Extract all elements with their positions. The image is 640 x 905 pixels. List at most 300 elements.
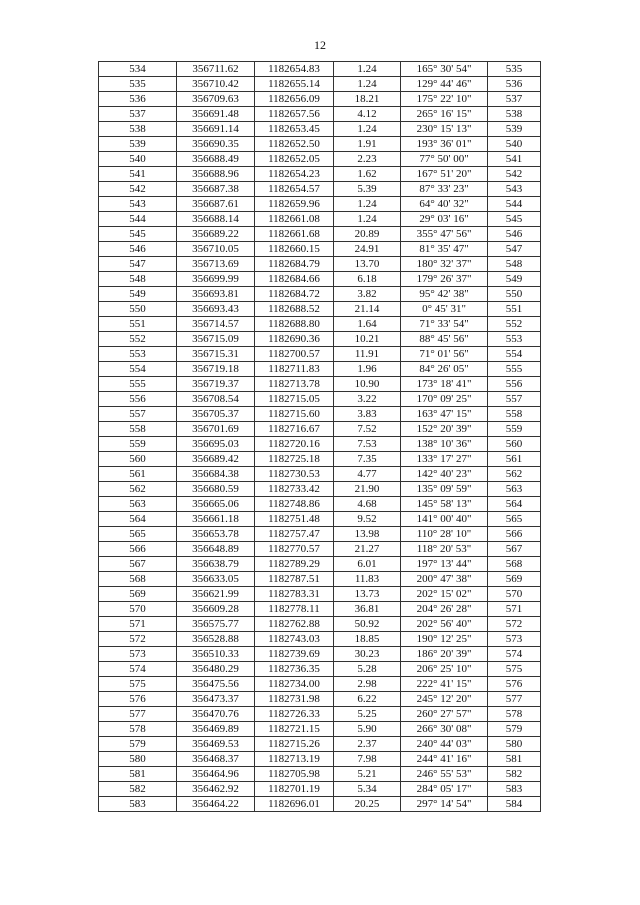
distance-cell: 21.90 <box>334 482 401 497</box>
point-number-cell: 570 <box>99 602 177 617</box>
y-coordinate-cell: 1182684.66 <box>255 272 334 287</box>
coordinates-table-body <box>99 62 541 812</box>
next-point-number-cell: 539 <box>488 122 541 137</box>
table-row <box>99 572 541 587</box>
table-row <box>99 272 541 287</box>
x-coordinate-cell: 356699.99 <box>177 272 255 287</box>
next-point-number-cell: 558 <box>488 407 541 422</box>
y-coordinate-cell: 1182733.42 <box>255 482 334 497</box>
x-coordinate-cell: 356468.37 <box>177 752 255 767</box>
point-number-cell: 571 <box>99 617 177 632</box>
direction-angle-cell: 245° 12' 20" <box>401 692 488 707</box>
coordinates-table <box>98 61 541 812</box>
y-coordinate-cell: 1182726.33 <box>255 707 334 722</box>
next-point-number-cell: 564 <box>488 497 541 512</box>
y-coordinate-cell: 1182659.96 <box>255 197 334 212</box>
next-point-number-cell: 582 <box>488 767 541 782</box>
x-coordinate-cell: 356464.22 <box>177 797 255 812</box>
distance-cell: 1.24 <box>334 212 401 227</box>
next-point-number-cell: 536 <box>488 77 541 92</box>
direction-angle-cell: 175° 22' 10" <box>401 92 488 107</box>
point-number-cell: 557 <box>99 407 177 422</box>
x-coordinate-cell: 356715.31 <box>177 347 255 362</box>
point-number-cell: 546 <box>99 242 177 257</box>
distance-cell: 5.34 <box>334 782 401 797</box>
table-row <box>99 377 541 392</box>
x-coordinate-cell: 356691.48 <box>177 107 255 122</box>
next-point-number-cell: 581 <box>488 752 541 767</box>
table-row <box>99 167 541 182</box>
y-coordinate-cell: 1182652.05 <box>255 152 334 167</box>
y-coordinate-cell: 1182716.67 <box>255 422 334 437</box>
direction-angle-cell: 170° 09' 25" <box>401 392 488 407</box>
table-row <box>99 767 541 782</box>
table-row <box>99 647 541 662</box>
point-number-cell: 540 <box>99 152 177 167</box>
x-coordinate-cell: 356469.89 <box>177 722 255 737</box>
distance-cell: 6.01 <box>334 557 401 572</box>
point-number-cell: 581 <box>99 767 177 782</box>
table-row <box>99 617 541 632</box>
next-point-number-cell: 571 <box>488 602 541 617</box>
x-coordinate-cell: 356621.99 <box>177 587 255 602</box>
table-row <box>99 512 541 527</box>
distance-cell: 10.90 <box>334 377 401 392</box>
next-point-number-cell: 544 <box>488 197 541 212</box>
next-point-number-cell: 557 <box>488 392 541 407</box>
point-number-cell: 559 <box>99 437 177 452</box>
distance-cell: 4.77 <box>334 467 401 482</box>
table-row <box>99 707 541 722</box>
distance-cell: 1.96 <box>334 362 401 377</box>
distance-cell: 20.25 <box>334 797 401 812</box>
x-coordinate-cell: 356638.79 <box>177 557 255 572</box>
y-coordinate-cell: 1182721.15 <box>255 722 334 737</box>
y-coordinate-cell: 1182713.19 <box>255 752 334 767</box>
table-row <box>99 197 541 212</box>
y-coordinate-cell: 1182656.09 <box>255 92 334 107</box>
x-coordinate-cell: 356689.42 <box>177 452 255 467</box>
direction-angle-cell: 240° 44' 03" <box>401 737 488 752</box>
table-row <box>99 542 541 557</box>
distance-cell: 13.98 <box>334 527 401 542</box>
direction-angle-cell: 179° 26' 37" <box>401 272 488 287</box>
distance-cell: 5.90 <box>334 722 401 737</box>
next-point-number-cell: 584 <box>488 797 541 812</box>
point-number-cell: 563 <box>99 497 177 512</box>
next-point-number-cell: 565 <box>488 512 541 527</box>
direction-angle-cell: 165° 30' 54" <box>401 62 488 77</box>
direction-angle-cell: 260° 27' 57" <box>401 707 488 722</box>
direction-angle-cell: 284° 05' 17" <box>401 782 488 797</box>
table-row <box>99 497 541 512</box>
point-number-cell: 573 <box>99 647 177 662</box>
distance-cell: 30.23 <box>334 647 401 662</box>
distance-cell: 5.25 <box>334 707 401 722</box>
direction-angle-cell: 152° 20' 39" <box>401 422 488 437</box>
y-coordinate-cell: 1182720.16 <box>255 437 334 452</box>
point-number-cell: 574 <box>99 662 177 677</box>
y-coordinate-cell: 1182783.31 <box>255 587 334 602</box>
next-point-number-cell: 555 <box>488 362 541 377</box>
next-point-number-cell: 579 <box>488 722 541 737</box>
y-coordinate-cell: 1182789.29 <box>255 557 334 572</box>
y-coordinate-cell: 1182762.88 <box>255 617 334 632</box>
next-point-number-cell: 576 <box>488 677 541 692</box>
y-coordinate-cell: 1182653.45 <box>255 122 334 137</box>
point-number-cell: 552 <box>99 332 177 347</box>
distance-cell: 7.98 <box>334 752 401 767</box>
distance-cell: 4.12 <box>334 107 401 122</box>
distance-cell: 36.81 <box>334 602 401 617</box>
distance-cell: 1.24 <box>334 197 401 212</box>
x-coordinate-cell: 356475.56 <box>177 677 255 692</box>
direction-angle-cell: 180° 32' 37" <box>401 257 488 272</box>
x-coordinate-cell: 356528.88 <box>177 632 255 647</box>
distance-cell: 21.27 <box>334 542 401 557</box>
table-row <box>99 92 541 107</box>
next-point-number-cell: 554 <box>488 347 541 362</box>
next-point-number-cell: 551 <box>488 302 541 317</box>
y-coordinate-cell: 1182684.72 <box>255 287 334 302</box>
y-coordinate-cell: 1182751.48 <box>255 512 334 527</box>
x-coordinate-cell: 356719.18 <box>177 362 255 377</box>
point-number-cell: 543 <box>99 197 177 212</box>
direction-angle-cell: 190° 12' 25" <box>401 632 488 647</box>
direction-angle-cell: 230° 15' 13" <box>401 122 488 137</box>
x-coordinate-cell: 356653.78 <box>177 527 255 542</box>
point-number-cell: 541 <box>99 167 177 182</box>
y-coordinate-cell: 1182661.68 <box>255 227 334 242</box>
y-coordinate-cell: 1182748.86 <box>255 497 334 512</box>
distance-cell: 18.21 <box>334 92 401 107</box>
point-number-cell: 547 <box>99 257 177 272</box>
y-coordinate-cell: 1182655.14 <box>255 77 334 92</box>
x-coordinate-cell: 356680.59 <box>177 482 255 497</box>
direction-angle-cell: 197° 13' 44" <box>401 557 488 572</box>
next-point-number-cell: 570 <box>488 587 541 602</box>
point-number-cell: 566 <box>99 542 177 557</box>
y-coordinate-cell: 1182696.01 <box>255 797 334 812</box>
next-point-number-cell: 535 <box>488 62 541 77</box>
y-coordinate-cell: 1182713.78 <box>255 377 334 392</box>
next-point-number-cell: 552 <box>488 317 541 332</box>
distance-cell: 50.92 <box>334 617 401 632</box>
next-point-number-cell: 572 <box>488 617 541 632</box>
table-row <box>99 722 541 737</box>
distance-cell: 5.39 <box>334 182 401 197</box>
distance-cell: 2.37 <box>334 737 401 752</box>
point-number-cell: 551 <box>99 317 177 332</box>
next-point-number-cell: 569 <box>488 572 541 587</box>
direction-angle-cell: 71° 33' 54" <box>401 317 488 332</box>
direction-angle-cell: 77° 50' 00" <box>401 152 488 167</box>
table-row <box>99 737 541 752</box>
table-row <box>99 752 541 767</box>
direction-angle-cell: 71° 01' 56" <box>401 347 488 362</box>
direction-angle-cell: 87° 33' 23" <box>401 182 488 197</box>
y-coordinate-cell: 1182700.57 <box>255 347 334 362</box>
distance-cell: 13.73 <box>334 587 401 602</box>
next-point-number-cell: 542 <box>488 167 541 182</box>
distance-cell: 11.91 <box>334 347 401 362</box>
direction-angle-cell: 64° 40' 32" <box>401 197 488 212</box>
table-row <box>99 482 541 497</box>
point-number-cell: 578 <box>99 722 177 737</box>
direction-angle-cell: 163° 47' 15" <box>401 407 488 422</box>
y-coordinate-cell: 1182739.69 <box>255 647 334 662</box>
direction-angle-cell: 244° 41' 16" <box>401 752 488 767</box>
point-number-cell: 538 <box>99 122 177 137</box>
x-coordinate-cell: 356688.96 <box>177 167 255 182</box>
direction-angle-cell: 129° 44' 46" <box>401 77 488 92</box>
direction-angle-cell: 202° 15' 02" <box>401 587 488 602</box>
x-coordinate-cell: 356690.35 <box>177 137 255 152</box>
point-number-cell: 561 <box>99 467 177 482</box>
y-coordinate-cell: 1182688.52 <box>255 302 334 317</box>
x-coordinate-cell: 356687.61 <box>177 197 255 212</box>
x-coordinate-cell: 356469.53 <box>177 737 255 752</box>
y-coordinate-cell: 1182657.56 <box>255 107 334 122</box>
y-coordinate-cell: 1182778.11 <box>255 602 334 617</box>
next-point-number-cell: 578 <box>488 707 541 722</box>
table-row <box>99 602 541 617</box>
table-row <box>99 362 541 377</box>
distance-cell: 1.24 <box>334 122 401 137</box>
distance-cell: 13.70 <box>334 257 401 272</box>
distance-cell: 24.91 <box>334 242 401 257</box>
point-number-cell: 548 <box>99 272 177 287</box>
distance-cell: 1.24 <box>334 77 401 92</box>
direction-angle-cell: 222° 41' 15" <box>401 677 488 692</box>
distance-cell: 21.14 <box>334 302 401 317</box>
table-row <box>99 437 541 452</box>
distance-cell: 6.22 <box>334 692 401 707</box>
distance-cell: 1.64 <box>334 317 401 332</box>
next-point-number-cell: 580 <box>488 737 541 752</box>
distance-cell: 10.21 <box>334 332 401 347</box>
distance-cell: 18.85 <box>334 632 401 647</box>
distance-cell: 20.89 <box>334 227 401 242</box>
table-row <box>99 527 541 542</box>
next-point-number-cell: 545 <box>488 212 541 227</box>
next-point-number-cell: 538 <box>488 107 541 122</box>
y-coordinate-cell: 1182725.18 <box>255 452 334 467</box>
point-number-cell: 583 <box>99 797 177 812</box>
x-coordinate-cell: 356719.37 <box>177 377 255 392</box>
direction-angle-cell: 204° 26' 28" <box>401 602 488 617</box>
distance-cell: 3.82 <box>334 287 401 302</box>
table-row <box>99 452 541 467</box>
next-point-number-cell: 550 <box>488 287 541 302</box>
direction-angle-cell: 0° 45' 31" <box>401 302 488 317</box>
point-number-cell: 560 <box>99 452 177 467</box>
point-number-cell: 544 <box>99 212 177 227</box>
distance-cell: 1.62 <box>334 167 401 182</box>
table-row <box>99 317 541 332</box>
table-row <box>99 392 541 407</box>
x-coordinate-cell: 356648.89 <box>177 542 255 557</box>
x-coordinate-cell: 356687.38 <box>177 182 255 197</box>
next-point-number-cell: 577 <box>488 692 541 707</box>
table-row <box>99 557 541 572</box>
distance-cell: 7.52 <box>334 422 401 437</box>
table-row <box>99 407 541 422</box>
x-coordinate-cell: 356609.28 <box>177 602 255 617</box>
direction-angle-cell: 133° 17' 27" <box>401 452 488 467</box>
point-number-cell: 577 <box>99 707 177 722</box>
table-row <box>99 422 541 437</box>
next-point-number-cell: 561 <box>488 452 541 467</box>
point-number-cell: 558 <box>99 422 177 437</box>
table-row <box>99 782 541 797</box>
y-coordinate-cell: 1182743.03 <box>255 632 334 647</box>
direction-angle-cell: 135° 09' 59" <box>401 482 488 497</box>
y-coordinate-cell: 1182688.80 <box>255 317 334 332</box>
x-coordinate-cell: 356689.22 <box>177 227 255 242</box>
direction-angle-cell: 84° 26' 05" <box>401 362 488 377</box>
y-coordinate-cell: 1182711.83 <box>255 362 334 377</box>
y-coordinate-cell: 1182736.35 <box>255 662 334 677</box>
next-point-number-cell: 556 <box>488 377 541 392</box>
y-coordinate-cell: 1182715.26 <box>255 737 334 752</box>
distance-cell: 3.83 <box>334 407 401 422</box>
point-number-cell: 568 <box>99 572 177 587</box>
table-row <box>99 137 541 152</box>
direction-angle-cell: 118° 20' 53" <box>401 542 488 557</box>
x-coordinate-cell: 356714.57 <box>177 317 255 332</box>
x-coordinate-cell: 356710.42 <box>177 77 255 92</box>
x-coordinate-cell: 356464.96 <box>177 767 255 782</box>
direction-angle-cell: 186° 20' 39" <box>401 647 488 662</box>
point-number-cell: 550 <box>99 302 177 317</box>
point-number-cell: 565 <box>99 527 177 542</box>
direction-angle-cell: 138° 10' 36" <box>401 437 488 452</box>
next-point-number-cell: 540 <box>488 137 541 152</box>
direction-angle-cell: 355° 47' 56" <box>401 227 488 242</box>
next-point-number-cell: 560 <box>488 437 541 452</box>
point-number-cell: 575 <box>99 677 177 692</box>
next-point-number-cell: 575 <box>488 662 541 677</box>
direction-angle-cell: 297° 14' 54" <box>401 797 488 812</box>
y-coordinate-cell: 1182715.05 <box>255 392 334 407</box>
direction-angle-cell: 202° 56' 40" <box>401 617 488 632</box>
y-coordinate-cell: 1182654.23 <box>255 167 334 182</box>
y-coordinate-cell: 1182654.57 <box>255 182 334 197</box>
y-coordinate-cell: 1182731.98 <box>255 692 334 707</box>
point-number-cell: 582 <box>99 782 177 797</box>
next-point-number-cell: 549 <box>488 272 541 287</box>
direction-angle-cell: 206° 25' 10" <box>401 662 488 677</box>
direction-angle-cell: 193° 36' 01" <box>401 137 488 152</box>
table-row <box>99 677 541 692</box>
point-number-cell: 562 <box>99 482 177 497</box>
next-point-number-cell: 583 <box>488 782 541 797</box>
point-number-cell: 556 <box>99 392 177 407</box>
x-coordinate-cell: 356715.09 <box>177 332 255 347</box>
table-row <box>99 152 541 167</box>
y-coordinate-cell: 1182690.36 <box>255 332 334 347</box>
x-coordinate-cell: 356462.92 <box>177 782 255 797</box>
table-row <box>99 302 541 317</box>
y-coordinate-cell: 1182701.19 <box>255 782 334 797</box>
table-row <box>99 587 541 602</box>
x-coordinate-cell: 356473.37 <box>177 692 255 707</box>
y-coordinate-cell: 1182770.57 <box>255 542 334 557</box>
table-row <box>99 77 541 92</box>
point-number-cell: 545 <box>99 227 177 242</box>
x-coordinate-cell: 356713.69 <box>177 257 255 272</box>
x-coordinate-cell: 356711.62 <box>177 62 255 77</box>
x-coordinate-cell: 356688.14 <box>177 212 255 227</box>
point-number-cell: 572 <box>99 632 177 647</box>
x-coordinate-cell: 356480.29 <box>177 662 255 677</box>
distance-cell: 3.22 <box>334 392 401 407</box>
x-coordinate-cell: 356701.69 <box>177 422 255 437</box>
table-row <box>99 107 541 122</box>
table-row <box>99 182 541 197</box>
table-row <box>99 122 541 137</box>
y-coordinate-cell: 1182787.51 <box>255 572 334 587</box>
next-point-number-cell: 548 <box>488 257 541 272</box>
y-coordinate-cell: 1182757.47 <box>255 527 334 542</box>
table-row <box>99 227 541 242</box>
next-point-number-cell: 566 <box>488 527 541 542</box>
direction-angle-cell: 266° 30' 08" <box>401 722 488 737</box>
direction-angle-cell: 200° 47' 38" <box>401 572 488 587</box>
direction-angle-cell: 141° 00' 40" <box>401 512 488 527</box>
table-row <box>99 797 541 812</box>
distance-cell: 5.28 <box>334 662 401 677</box>
x-coordinate-cell: 356665.06 <box>177 497 255 512</box>
point-number-cell: 553 <box>99 347 177 362</box>
x-coordinate-cell: 356693.81 <box>177 287 255 302</box>
x-coordinate-cell: 356470.76 <box>177 707 255 722</box>
x-coordinate-cell: 356691.14 <box>177 122 255 137</box>
table-row <box>99 692 541 707</box>
table-row <box>99 332 541 347</box>
direction-angle-cell: 167° 51' 20" <box>401 167 488 182</box>
x-coordinate-cell: 356708.54 <box>177 392 255 407</box>
direction-angle-cell: 246° 55' 53" <box>401 767 488 782</box>
point-number-cell: 567 <box>99 557 177 572</box>
point-number-cell: 579 <box>99 737 177 752</box>
y-coordinate-cell: 1182734.00 <box>255 677 334 692</box>
next-point-number-cell: 537 <box>488 92 541 107</box>
y-coordinate-cell: 1182715.60 <box>255 407 334 422</box>
direction-angle-cell: 265° 16' 15" <box>401 107 488 122</box>
next-point-number-cell: 543 <box>488 182 541 197</box>
y-coordinate-cell: 1182684.79 <box>255 257 334 272</box>
point-number-cell: 537 <box>99 107 177 122</box>
next-point-number-cell: 562 <box>488 467 541 482</box>
page-number: 12 <box>314 38 326 52</box>
direction-angle-cell: 145° 58' 13" <box>401 497 488 512</box>
x-coordinate-cell: 356705.37 <box>177 407 255 422</box>
distance-cell: 6.18 <box>334 272 401 287</box>
x-coordinate-cell: 356693.43 <box>177 302 255 317</box>
x-coordinate-cell: 356710.05 <box>177 242 255 257</box>
next-point-number-cell: 574 <box>488 647 541 662</box>
point-number-cell: 569 <box>99 587 177 602</box>
next-point-number-cell: 546 <box>488 227 541 242</box>
x-coordinate-cell: 356510.33 <box>177 647 255 662</box>
x-coordinate-cell: 356709.63 <box>177 92 255 107</box>
y-coordinate-cell: 1182661.08 <box>255 212 334 227</box>
y-coordinate-cell: 1182730.53 <box>255 467 334 482</box>
next-point-number-cell: 567 <box>488 542 541 557</box>
x-coordinate-cell: 356575.77 <box>177 617 255 632</box>
